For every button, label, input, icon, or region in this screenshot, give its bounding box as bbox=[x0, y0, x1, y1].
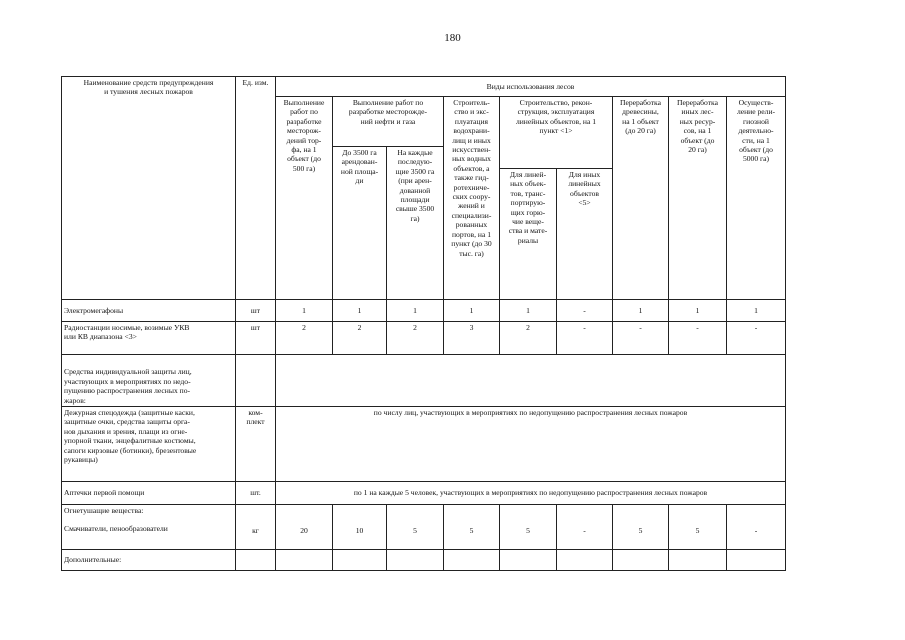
empty-cell bbox=[387, 550, 444, 571]
empty-cell bbox=[727, 550, 786, 571]
empty-cell bbox=[613, 550, 669, 571]
row-unit: кг bbox=[236, 505, 276, 550]
cell-value: 5 bbox=[500, 505, 557, 550]
header-other-resources: Переработка иных лес- ных ресур- сов, на 1 объект (до 20 га) bbox=[669, 97, 727, 300]
merged-value: по 1 на каждые 5 человек, участвующих в мероприятиях по недопущению распространения лесных пожаров bbox=[276, 482, 786, 505]
header-linear-other: Для иных линейных объектов <5> bbox=[557, 169, 613, 300]
cell-value: 20 bbox=[276, 505, 333, 550]
cell-value: 2 bbox=[333, 322, 387, 355]
row-megaphones bbox=[62, 300, 786, 322]
row-label: Дополнительные: bbox=[62, 550, 236, 571]
row-wetting bbox=[62, 505, 786, 550]
cell-value: - bbox=[557, 322, 613, 355]
row-label-group bbox=[62, 505, 236, 550]
row-radio bbox=[62, 322, 786, 355]
row-additional bbox=[62, 550, 786, 571]
empty-cell bbox=[500, 550, 557, 571]
cell-value: 1 bbox=[669, 300, 727, 322]
cell-value: - bbox=[557, 300, 613, 322]
empty-cell bbox=[557, 550, 613, 571]
header-forest-uses: Виды использования лесов bbox=[276, 77, 786, 97]
header-oil-gas-group: Выполнение работ по разработке месторожде- ний нефти и газа bbox=[333, 97, 444, 147]
cell-value: - bbox=[669, 322, 727, 355]
section-label: Средства индивидуальной защиты лиц, участвующих в мероприятиях по недо- пущению распространения лесных по- жаров: bbox=[62, 355, 236, 407]
cell-value: 1 bbox=[613, 300, 669, 322]
header-name-column: Наименование средств предупреждения и тушения лесных пожаров bbox=[62, 77, 236, 300]
header-oil-small: До 3500 га арендован- ной площа- ди bbox=[333, 147, 387, 300]
cell-value: 1 bbox=[333, 300, 387, 322]
header-oil-large: На каждые последую- щие 3500 га (при арен- дованной площади свыше 3500 га) bbox=[387, 147, 444, 300]
empty-cell bbox=[276, 550, 333, 571]
cell-value: 1 bbox=[500, 300, 557, 322]
row-firstaid bbox=[62, 482, 786, 505]
row-ppe-section bbox=[62, 355, 786, 407]
row-unit: шт. bbox=[236, 482, 276, 505]
row-unit: шт bbox=[236, 300, 276, 322]
header-wood-processing: Переработка древесины, на 1 объект (до 20 га) bbox=[613, 97, 669, 300]
cell-value: 5 bbox=[669, 505, 727, 550]
empty-cell bbox=[236, 550, 276, 571]
header-linear-group: Строительство, рекон- струкция, эксплуатация линейных объектов, на 1 пункт <1> bbox=[500, 97, 613, 169]
cell-value: 5 bbox=[387, 505, 444, 550]
wetting-label: Смачиватели, пенообразователи bbox=[64, 524, 168, 534]
header-row-1 bbox=[62, 77, 786, 97]
empty-cell bbox=[669, 550, 727, 571]
cell-value: 3 bbox=[444, 322, 500, 355]
merged-value: по числу лиц, участвующих в мероприятиях по недопущению распространения лесных пожаров bbox=[276, 407, 786, 482]
cell-value: 1 bbox=[727, 300, 786, 322]
cell-value: - bbox=[727, 505, 786, 550]
row-label: Радиостанции носимые, возимые УКВ или КВ диапазона <3> bbox=[62, 322, 236, 355]
cell-value: 10 bbox=[333, 505, 387, 550]
row-label: Электромегафоны bbox=[62, 300, 236, 322]
cell-value: 2 bbox=[500, 322, 557, 355]
header-linear-fuel: Для линей- ных объек- тов, транс- портирую- щих горю- чие веще- ства и мате- риалы bbox=[500, 169, 557, 300]
header-peat: Выполнение работ по разработке месторож- дений тор- фа, на 1 объект (до 500 га) bbox=[276, 97, 333, 300]
empty-cell bbox=[444, 550, 500, 571]
cell-value: - bbox=[557, 505, 613, 550]
cell-value: 1 bbox=[387, 300, 444, 322]
equipment-table bbox=[61, 76, 786, 571]
header-religion: Осуществ- ление рели- гиозной деятельно- сти, на 1 объект (до 5000 га) bbox=[727, 97, 786, 300]
page-number: 180 bbox=[444, 32, 461, 44]
cell-value: 5 bbox=[613, 505, 669, 550]
cell-value: 1 bbox=[444, 300, 500, 322]
header-unit-column: Ед. изм. bbox=[236, 77, 276, 300]
empty-unit-cell bbox=[236, 355, 276, 407]
cell-value: 2 bbox=[276, 322, 333, 355]
row-clothing bbox=[62, 407, 786, 482]
cell-value: 1 bbox=[276, 300, 333, 322]
row-unit: шт bbox=[236, 322, 276, 355]
cell-value: 2 bbox=[387, 322, 444, 355]
empty-merged-cell bbox=[276, 355, 786, 407]
header-hydro: Строитель- ство и экс- плуатация водохрани- лищ и иных искусствен- ных водных объектов, а также гид- ротехниче- ских соору- жений и специализи- рованных портов, на 1 пункт (до 30 тыс. га) bbox=[444, 97, 500, 300]
extinguish-section-label: Огнетушащие вещества: bbox=[64, 506, 144, 515]
cell-value: - bbox=[613, 322, 669, 355]
empty-cell bbox=[333, 550, 387, 571]
cell-value: 5 bbox=[444, 505, 500, 550]
cell-value: - bbox=[727, 322, 786, 355]
row-label: Аптечки первой помощи bbox=[62, 482, 236, 505]
row-label: Дежурная спецодежда (защитные каски, защитные очки, средства защиты орга- нов дыхания и зрения, плащи из огне- упорной ткани, энцефалитные костюмы, сапоги кирзовые (ботинки), брезентовые рукавицы) bbox=[62, 407, 236, 482]
row-unit: ком- плект bbox=[236, 407, 276, 482]
